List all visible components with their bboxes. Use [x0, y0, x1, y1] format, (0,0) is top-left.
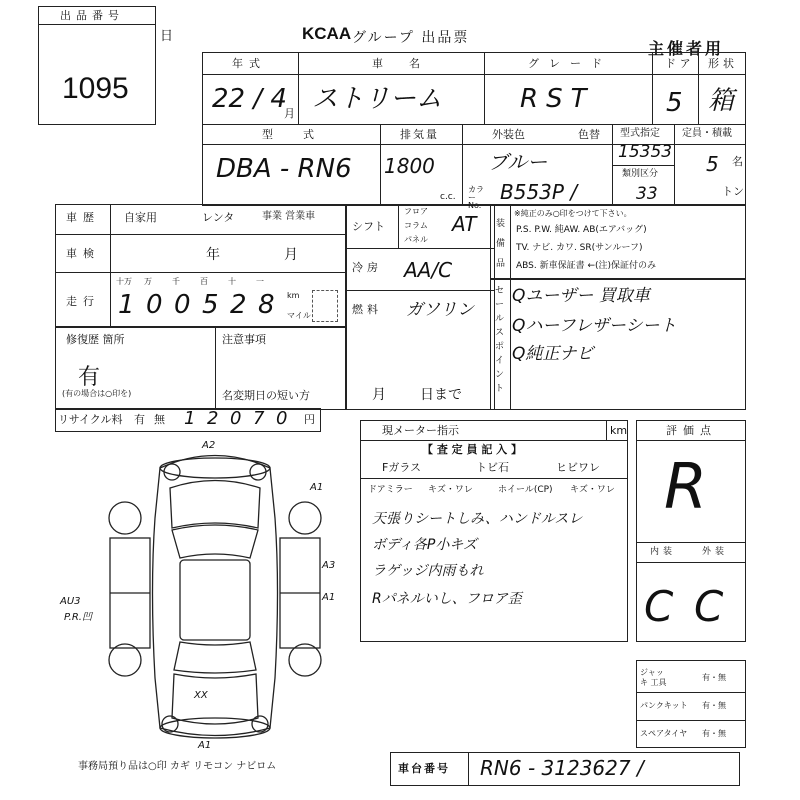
- mileage-digit-label: 十: [228, 277, 236, 286]
- equipment-note: ※純正のみ○印をつけて下さい。: [514, 209, 632, 218]
- year-value: 22 / 4: [212, 84, 287, 114]
- inspection-year-unit: 年: [206, 247, 220, 263]
- recycle-digit: 7: [253, 408, 265, 429]
- ac-label: 冷房: [352, 261, 382, 274]
- model-value: DBA - RN6: [216, 154, 352, 184]
- doors-label: ドア: [665, 57, 695, 70]
- mile-unit: マイル: [287, 311, 311, 320]
- mark-left-pr: P.R.凹: [64, 612, 92, 623]
- mileage-digit: 0: [174, 290, 191, 320]
- mark-right-side: A1: [322, 592, 336, 603]
- repair-value: 有: [78, 365, 101, 390]
- recycle-label: リサイクル料: [58, 413, 123, 426]
- type-label: 型式: [262, 128, 344, 141]
- grade-value: RST: [520, 84, 595, 114]
- expiry-month: 月: [372, 387, 386, 403]
- recycle-yen: 円: [304, 413, 315, 426]
- exterior-label: 外装: [702, 547, 729, 557]
- year-label: 年式: [232, 57, 266, 70]
- mileage-digit-label: 百: [200, 277, 208, 286]
- fuel-label: 燃料: [352, 303, 382, 316]
- mark-right-door: A3: [322, 560, 336, 571]
- mileage-digit: 0: [146, 290, 163, 320]
- jack-label: ジャッキ 工具: [640, 668, 667, 687]
- color-no-label: カラー No.: [468, 185, 484, 210]
- rental-option: レンタ: [202, 211, 235, 224]
- meter-unit: km: [610, 424, 628, 437]
- interior-label: 内装: [650, 547, 677, 557]
- inspector-label: 【 査 定 員 記 入 】: [422, 443, 522, 456]
- mark-right-front: A1: [310, 482, 324, 493]
- car-name-value: ストリーム: [312, 84, 443, 114]
- car-body-outline: [153, 456, 278, 736]
- mark-trunk: XX: [194, 690, 208, 701]
- mileage-digit: 8: [258, 290, 275, 320]
- brand-logo: KCAA: [302, 24, 352, 43]
- business-option: 事業 営業車: [262, 211, 316, 222]
- capacity-label: 定員・積載: [682, 128, 732, 139]
- equipment-line-3: ABS. 新車保証書 ←(注)保証付のみ: [516, 261, 657, 271]
- repair-note: (有の場合は○印を): [62, 389, 132, 398]
- mileage-checkbox[interactable]: [312, 290, 338, 322]
- mileage-digit-label: 十万: [116, 277, 132, 286]
- shift-panel: パネル: [404, 235, 428, 244]
- cc-label: c.c.: [440, 192, 456, 202]
- recycle-yes: 有: [134, 413, 145, 426]
- office-items-text: 事務局預り品は○印 カギ リモコン ナビロム: [78, 761, 277, 772]
- fglass-label: Fガラス: [382, 461, 421, 474]
- grade-label: グレード: [528, 57, 612, 70]
- mirror-label: ドアミラー: [368, 485, 413, 495]
- displacement-label: 排気量: [400, 128, 439, 141]
- lot-number: 1095: [62, 72, 129, 105]
- score-label: 評価点: [666, 424, 717, 437]
- ac-value: AA/C: [404, 258, 453, 282]
- recycle-digit: 0: [276, 408, 288, 429]
- recycle-digit: 1: [184, 408, 196, 429]
- expiry-day: 日まで: [420, 387, 462, 403]
- year-month-unit: 月: [284, 107, 295, 120]
- mileage-digit: 5: [202, 290, 219, 320]
- category-value: 33: [636, 184, 658, 204]
- mileage-digit-label: 千: [172, 277, 180, 286]
- category-label: 類別区分: [622, 169, 659, 179]
- history-label: 車歴: [66, 211, 100, 224]
- capacity-person-unit: 名: [732, 155, 743, 168]
- equipment-line-1: P.S. P.W. 純AW. AB(エアバッグ): [516, 225, 647, 235]
- exterior-color-label: 外装色: [492, 128, 525, 141]
- sales-point-1: Qユーザー 買取車: [512, 286, 650, 306]
- color-code-value: B553P /: [500, 180, 578, 204]
- mileage-label: 走行: [66, 295, 100, 308]
- type-designation-value: 15353: [618, 142, 673, 162]
- meter-label: 現メーター指示: [382, 424, 459, 437]
- inspector-note-1: 天張りシートしみ、ハンドルスレ: [372, 511, 583, 527]
- sales-point-3: Q純正ナビ: [512, 344, 594, 364]
- wheel-label: ホイール(CP): [498, 485, 553, 495]
- fglass-crack: ヒビワレ: [556, 461, 600, 474]
- shift-value: AT: [452, 212, 477, 236]
- mileage-digit-label: 万: [144, 277, 152, 286]
- sales-point-2: Qハーフレザーシート: [512, 316, 677, 336]
- shape-value: 箱: [708, 86, 735, 116]
- mileage-digit: 1: [118, 290, 135, 320]
- color-change-label: 色替: [578, 128, 600, 141]
- capacity-ton-unit: トン: [722, 185, 744, 198]
- inspector-note-4: Rパネルいし、フロア歪: [372, 591, 522, 607]
- repair-label: 修復歴 箇所: [66, 333, 125, 346]
- chassis-value: RN6 - 3123627 /: [480, 756, 644, 780]
- wheel-damage: キズ・ワレ: [570, 485, 615, 495]
- inspection-label: 車検: [66, 247, 100, 260]
- name-label: 車名: [372, 57, 446, 70]
- recycle-digit: 0: [230, 408, 242, 429]
- jack-yes-no: 有・無: [702, 673, 726, 682]
- shift-label: シフト: [352, 220, 385, 233]
- sheet-title: グループ 出品票: [352, 30, 470, 46]
- inspector-note-3: ラゲッジ内雨もれ: [372, 563, 484, 579]
- interior-score: C: [644, 582, 674, 631]
- mileage-digit-label: 一: [256, 277, 264, 286]
- puncture-kit-yes-no: 有・無: [702, 701, 726, 710]
- sponsor-label: 主催者用: [648, 39, 725, 58]
- fuel-value: ガソリン: [406, 300, 474, 320]
- shape-label: 形状: [708, 57, 738, 70]
- shift-column: コラム: [404, 221, 428, 230]
- score-value: R: [664, 450, 708, 523]
- lot-day: 日: [160, 29, 174, 44]
- mark-left-au3: AU3: [60, 596, 81, 607]
- type-designation-label: 型式指定: [620, 128, 660, 139]
- mark-front: A2: [202, 440, 216, 451]
- equipment-label: 装備品: [496, 219, 506, 269]
- private-use-option: 自家用: [124, 211, 157, 224]
- exterior-color-value: ブルー: [488, 150, 548, 174]
- lot-label: 出品番号: [60, 9, 124, 22]
- chassis-label: 車台番号: [398, 762, 450, 775]
- spare-tire-label: スペアタイヤ: [640, 729, 688, 738]
- car-damage-diagram: [60, 438, 340, 751]
- recycle-no: 無: [154, 413, 165, 426]
- expiry-label: 名変期日の短い方: [222, 389, 310, 402]
- km-unit: km: [287, 291, 300, 300]
- exterior-score: C: [694, 582, 724, 631]
- caution-label: 注意事項: [222, 333, 266, 346]
- mark-rear: A1: [198, 740, 212, 751]
- inspection-month-unit: 月: [284, 247, 298, 263]
- displacement-value: 1800: [384, 154, 435, 178]
- equipment-line-2: TV. ナビ. カワ. SR(サンルーフ): [516, 243, 643, 253]
- inspector-note-2: ボディ各P小キズ: [372, 537, 478, 553]
- mileage-digit: 2: [230, 290, 247, 320]
- puncture-kit-label: パンクキット: [640, 701, 688, 710]
- shift-floor: フロア: [404, 207, 428, 216]
- mirror-damage: キズ・ワレ: [428, 485, 473, 495]
- doors-value: 5: [666, 88, 683, 118]
- sales-points-label: セールスポイント: [495, 286, 505, 394]
- spare-tire-yes-no: 有・無: [702, 729, 726, 738]
- capacity-value: 5: [706, 152, 719, 176]
- recycle-digit: 2: [207, 408, 219, 429]
- fglass-chip: トビ石: [476, 461, 509, 474]
